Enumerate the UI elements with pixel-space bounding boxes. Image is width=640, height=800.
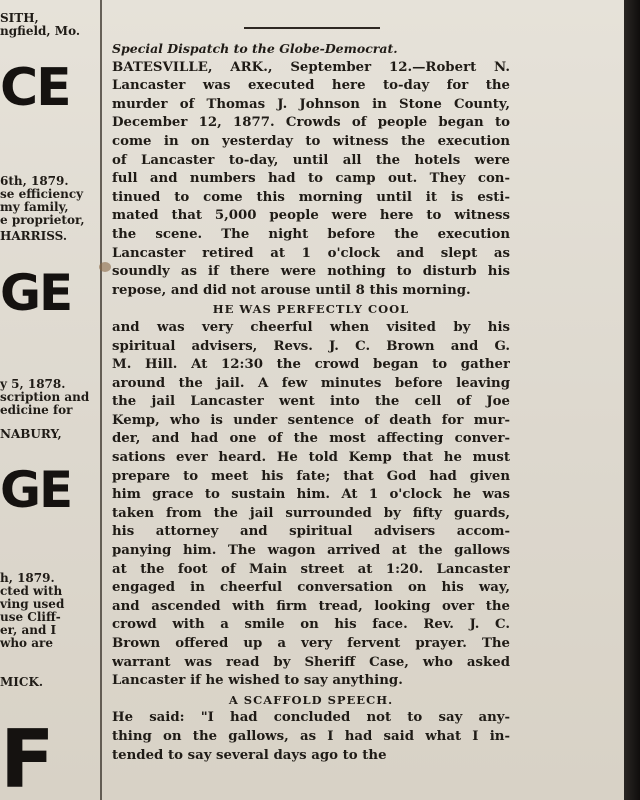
article-line: M. Hill. At 12:30 the crowd began to gather [112, 357, 510, 373]
article-line: him grace to sustain him. At 1 o'clock he was [112, 487, 510, 503]
article-paragraph-3 [112, 709, 510, 765]
article-top-rule [244, 27, 380, 29]
column-rule [100, 0, 102, 800]
article-paragraph-2 [112, 319, 510, 691]
article-line: Lancaster was executed here to-day for the [112, 78, 510, 94]
article-line: Kemp, who is under sentence of death for mur- [112, 412, 510, 428]
article-line: Lancaster retired at 1 o'clock and slept as [112, 245, 510, 261]
left-column-fragment: MICK. [0, 675, 44, 689]
left-column-fragment: HARRISS. [0, 229, 68, 243]
left-column-fragment: ngfield, Mo. [0, 24, 81, 38]
ad-headline-letters: F [0, 713, 53, 800]
article-body [112, 40, 510, 765]
article-line: December 12, 1877. Crowds of people began to [112, 115, 510, 131]
article-line: the jail Lancaster went into the cell of Joe [112, 394, 510, 410]
article-line: and was very cheerful when visited by his [112, 319, 510, 335]
left-column-fragment: use Cliff- [0, 610, 61, 624]
article-line: sations ever heard. He told Kemp that he must [112, 450, 510, 466]
article-line: tinued to come this morning until it is esti- [112, 189, 510, 205]
article-line: his attorney and spiritual advisers accom- [112, 524, 510, 540]
subhead-scaffold-speech: A SCAFFOLD SPEECH. [228, 692, 394, 707]
left-column-fragment: my family, [0, 200, 69, 214]
article-line: and ascended with firm tread, looking over the [112, 598, 510, 614]
article-line: prepare to meet his fate; that God had given [112, 468, 510, 484]
article-line: spiritual advisers, Revs. J. C. Brown and G. [112, 338, 510, 354]
dispatch-line: Special Dispatch to the Globe-Democrat. [112, 41, 398, 56]
left-column-fragment: who are [0, 636, 53, 650]
article-line: repose, and did not arouse until 8 this morning. [112, 282, 471, 298]
article-paragraph-1 [112, 59, 510, 301]
article-line: warrant was read by Sheriff Case, who asked [112, 654, 510, 670]
article-line: BATESVILLE, ARK., September 12.—Robert N. [112, 59, 510, 75]
article-line: Lancaster if he wished to say anything. [112, 673, 403, 689]
left-column-fragment: 6th, 1879. [0, 174, 69, 188]
page-edge-shadow [624, 0, 640, 800]
article-line: He said: "I had concluded not to say any- [112, 710, 510, 726]
article-line: at the foot of Main street at 1:20. Lancaster [112, 561, 510, 577]
ad-headline-letters: CE [0, 58, 70, 118]
left-column-fragment: ving used [0, 597, 65, 611]
left-column-fragment: cted with [0, 584, 63, 598]
article-line: of Lancaster to-day, until all the hotels were [112, 152, 510, 168]
subhead-perfectly-cool: HE WAS PERFECTLY COOL [212, 302, 410, 317]
article-line: engaged in cheerful conversation on his way, [112, 580, 510, 596]
article-line: der, and had one of the most affecting conver- [112, 431, 510, 447]
left-column-fragment: SITH, [0, 11, 39, 25]
ad-headline-letters: GE [0, 264, 72, 322]
left-column-fragment: edicine for [0, 403, 73, 417]
left-column-fragment: scription and [0, 390, 90, 404]
article-line: tended to say several days ago to the [112, 747, 387, 763]
article-line: around the jail. A few minutes before leaving [112, 375, 510, 391]
article-line: thing on the gallows, as I had said what I in- [112, 728, 510, 744]
article-line: soundly as if there were nothing to disturb his [112, 264, 510, 280]
article-line: murder of Thomas J. Johnson in Stone County, [112, 96, 510, 112]
article-line: crowd with a smile on his face. Rev. J. C. [112, 617, 510, 633]
ad-headline-letters: GE [0, 461, 72, 519]
left-column-fragment: h, 1879. [0, 571, 55, 585]
left-column-fragment: er, and I [0, 623, 57, 637]
left-column-fragment: y 5, 1878. [0, 377, 66, 391]
article-line: come in on yesterday to witness the execution [112, 133, 510, 149]
article-line: Brown offered up a very fervent prayer. The [112, 636, 510, 651]
article-line: the scene. The night before the execution [112, 226, 510, 242]
article-line: mated that 5,000 people were here to witness [112, 208, 510, 224]
article-line: panying him. The wagon arrived at the gallows [112, 543, 510, 559]
left-column-ads [0, 0, 95, 800]
left-column-fragment: e proprietor, [0, 213, 85, 227]
article-line: full and numbers had to camp out. They con- [112, 171, 510, 187]
ink-smudge [99, 262, 111, 272]
left-column-fragment: NABURY, [0, 427, 62, 441]
left-column-fragment: se efficiency [0, 187, 84, 201]
article-line: taken from the jail surrounded by fifty guards, [112, 505, 510, 521]
